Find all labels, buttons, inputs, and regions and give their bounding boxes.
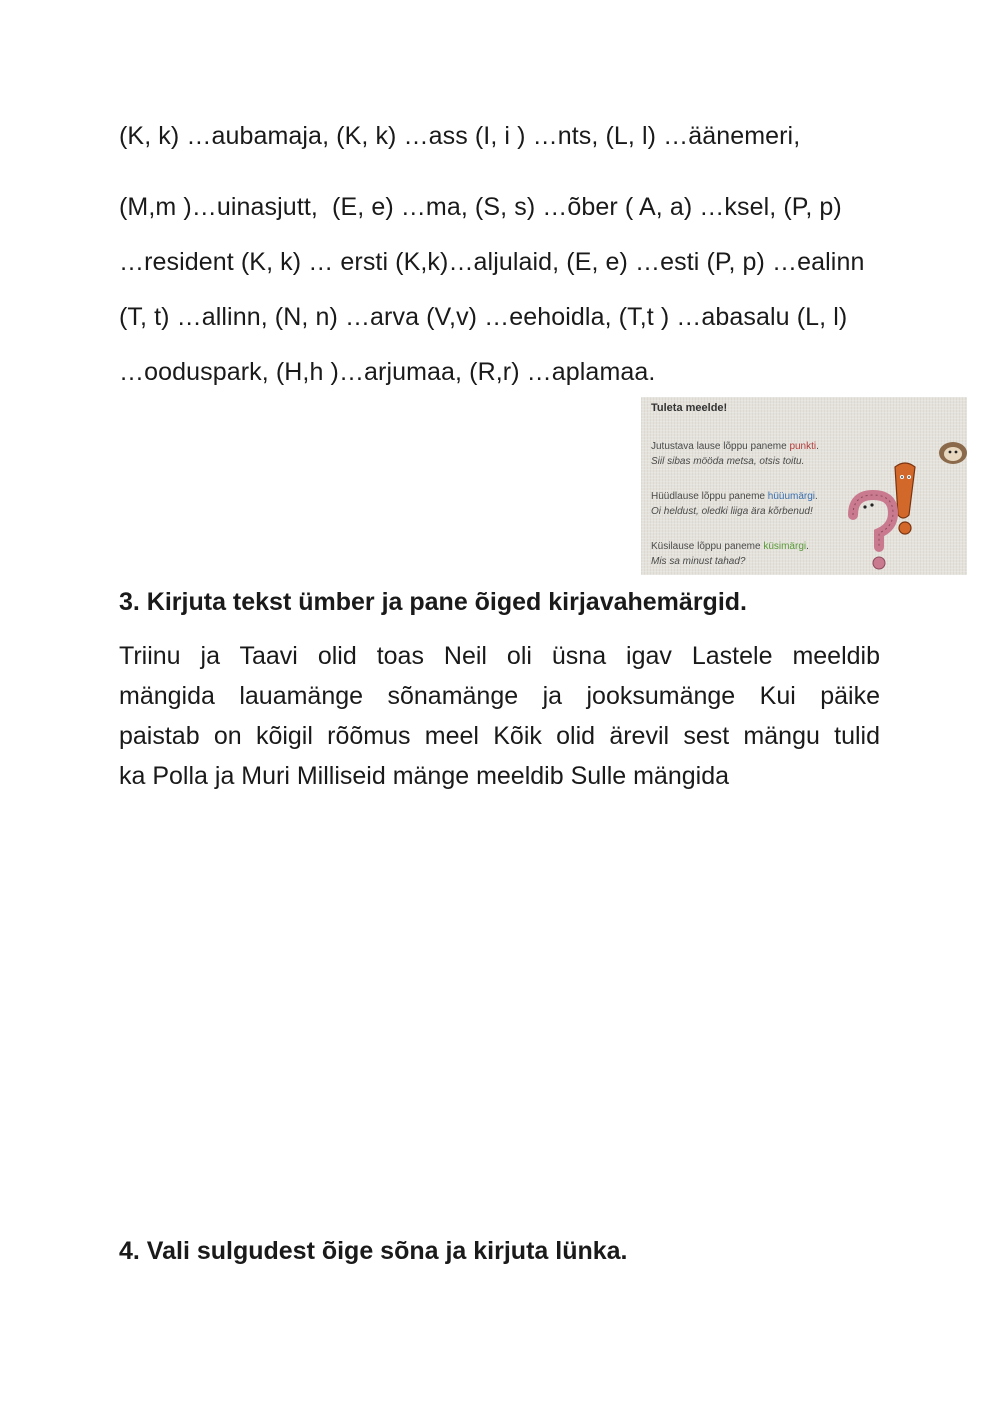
exercise3-line-1: Triinu ja Taavi olid toas Neil oli üsna igav Lastele meeldib [119, 642, 880, 670]
photo-example-3: Mis sa minust tahad? [651, 556, 746, 567]
exercise3-text [119, 636, 880, 796]
exercise2-line-5: …ooduspark, (H,h )…arjumaa, (R,r) …aplamaa. [119, 358, 656, 386]
photo-rule-3: Küsilause lõppu paneme küsimärgi. [651, 541, 809, 552]
textbook-photo [641, 397, 967, 575]
photo-example-1: Siil sibas mööda metsa, otsis toitu. [651, 456, 805, 467]
exercise3-line-4: ka Polla ja Muri Milliseid mänge meeldib Sulle mängida [119, 762, 730, 790]
exercise3-heading: 3. Kirjuta tekst ümber ja pane õiged kirjavahemärgid. [119, 588, 747, 616]
exercise3-line-2: mängida lauamänge sõnamänge ja jooksumänge Kui päike [119, 682, 880, 710]
exercise2-line-4: (T, t) …allinn, (N, n) …arva (V,v) …eehoidla, (T,t ) …abasalu (L, l) [119, 303, 848, 331]
hedgehog-icon [939, 442, 967, 464]
photo-title: Tuleta meelde! [651, 402, 728, 414]
photo-rule-2: Hüüdlause lõppu paneme hüüumärgi. [651, 491, 818, 502]
exercise2-line-3: …resident (K, k) … ersti (K,k)…aljulaid, (E, e) …esti (P, p) …ealinn [119, 248, 865, 276]
exercise2-line-1: (K, k) …aubamaja, (K, k) …ass (I, i ) …nts, (L, l) …äänemeri, [119, 122, 801, 150]
exercise2-line-2: (M,m )…uinasjutt, (E, e) …ma, (S, s) …õber ( A, a) …ksel, (P, p) [119, 193, 842, 221]
photo-example-2: Oi heldust, oledki liiga ära kõrbenud! [651, 506, 813, 517]
question-mark-character-icon [853, 495, 893, 569]
exercise3-line-3: paistab on kõigil rõõmus meel Kõik olid ärevil sest mängu tulid [119, 722, 880, 750]
exercise4-heading: 4. Vali sulgudest õige sõna ja kirjuta lünka. [119, 1237, 628, 1265]
exclamation-mark-character-icon [895, 463, 915, 534]
photo-rule-1: Jutustava lause lõppu paneme punkti. [651, 441, 819, 452]
